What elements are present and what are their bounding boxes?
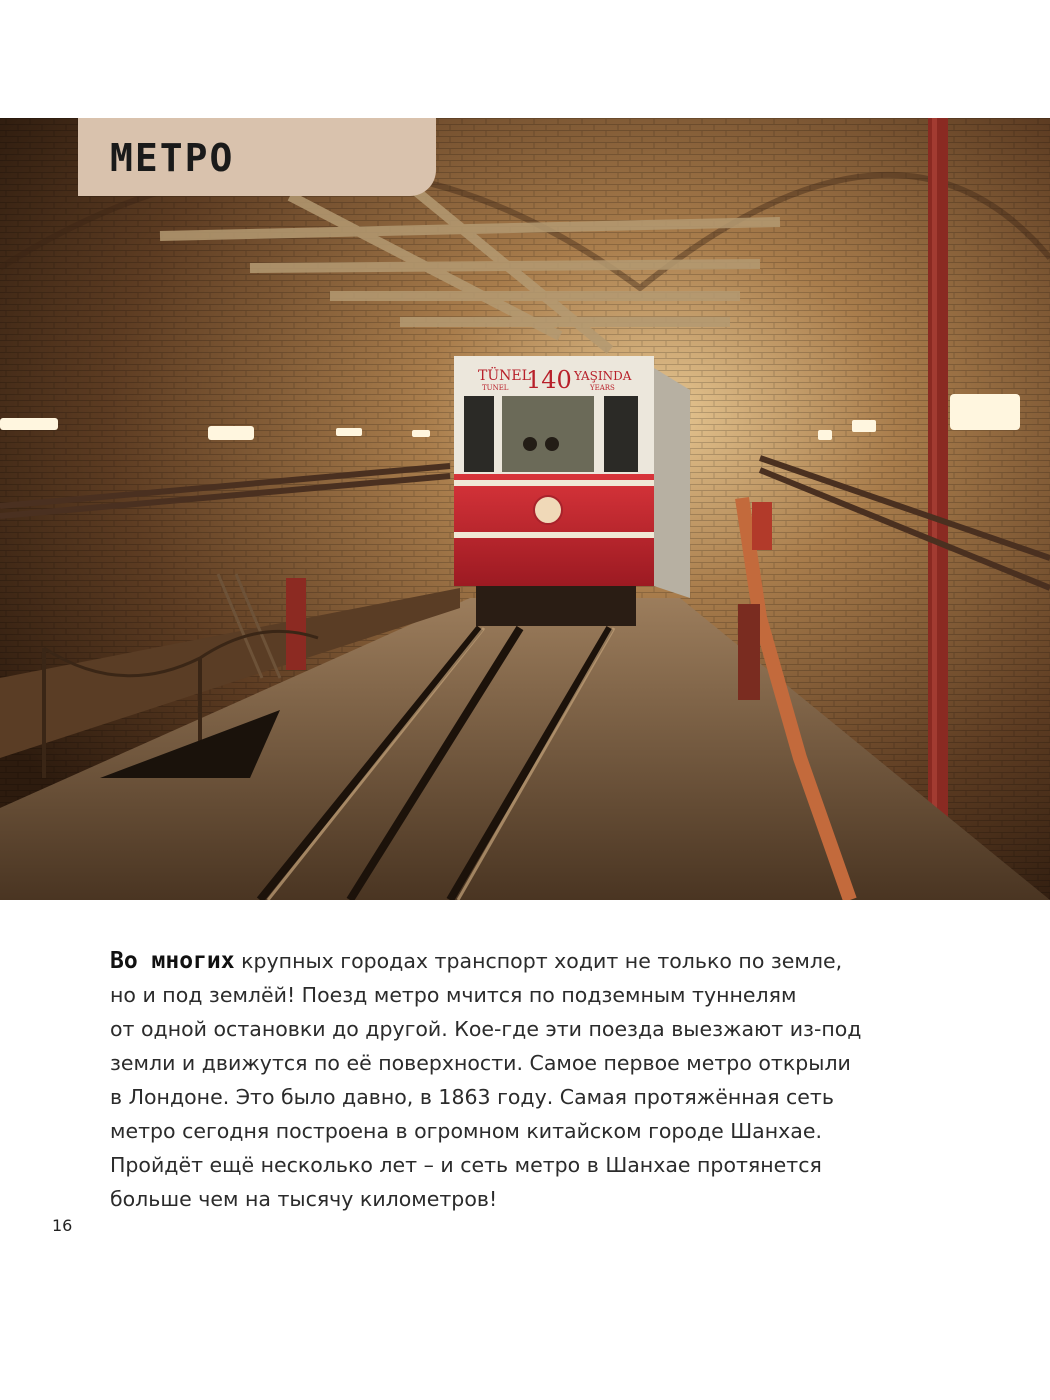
- article-line-3: от одной остановки до другой. Кое-где эти поезда выезжают из-под: [110, 1017, 862, 1041]
- article-lead: Во многих: [110, 948, 235, 974]
- article-line-8: больше чем на тысячу километров!: [110, 1187, 498, 1211]
- article-line-6: метро сегодня построена в огромном китайском городе Шанхае.: [110, 1119, 822, 1143]
- article-line-5: в Лондоне. Это было давно, в 1863 году. Самая протяжённая сеть: [110, 1085, 834, 1109]
- sign-left-text: TÜNEL: [478, 368, 531, 384]
- article-line-4: земли и движутся по её поверхности. Самое первое метро открыли: [110, 1051, 851, 1075]
- sign-sub-right-text: YEARS: [590, 384, 615, 392]
- section-title: МЕТРО: [110, 136, 235, 180]
- article-line-2: но и под землёй! Поезд метро мчится по подземным туннелям: [110, 983, 797, 1007]
- sign-right-text: YAŞINDA: [574, 369, 632, 383]
- tunnel-train-photo: [0, 118, 1050, 900]
- sign-sub-left-text: TUNEL: [482, 384, 509, 392]
- article-line-1: [110, 944, 970, 978]
- article-line-7: Пройдёт ещё несколько лет – и сеть метро в Шанхае протянется: [110, 1153, 822, 1177]
- sign-number-text: 140: [526, 366, 572, 394]
- page-number: 16: [52, 1216, 73, 1235]
- section-title-tab: [78, 118, 436, 196]
- article-body: [110, 944, 970, 1216]
- tunnel-illustration: [0, 118, 1050, 900]
- article-line-1-text: крупных городах транспорт ходит не только по земле,: [234, 949, 843, 973]
